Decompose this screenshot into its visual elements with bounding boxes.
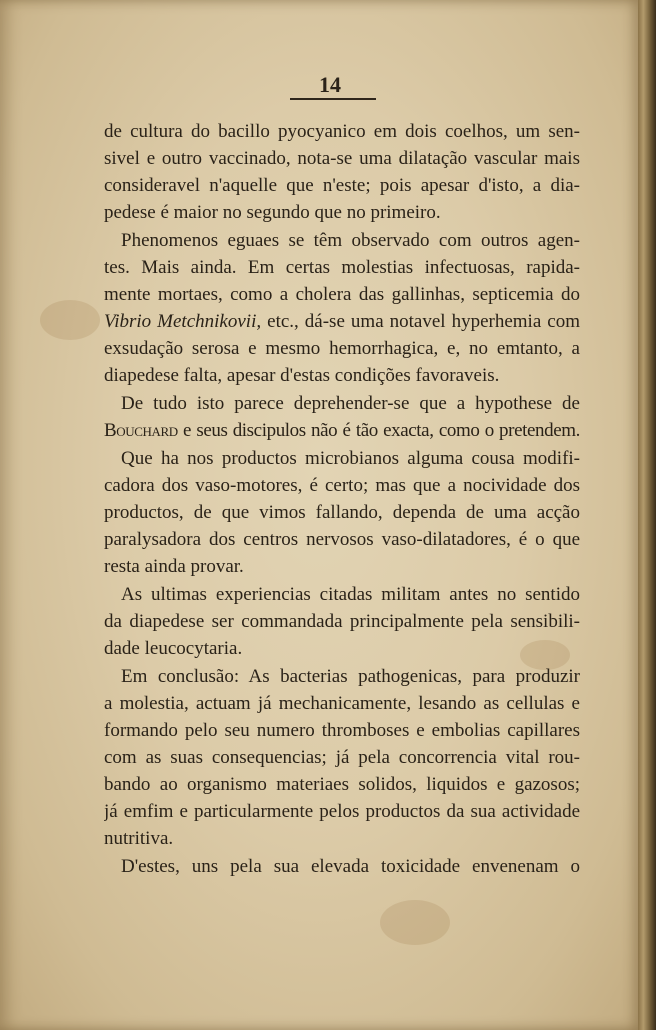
header-rule	[290, 98, 376, 100]
text-line: Phenomenos eguaes se têm observado com outros agen-	[121, 230, 580, 251]
text-run: etc., dá-se uma notavel hyperhemia com	[261, 311, 580, 332]
text-line: formando pelo seu numero thromboses e embolias capillares	[104, 720, 580, 741]
text-line: mente mortaes, como a cholera das gallinhas, septicemia do	[104, 284, 580, 305]
paragraph	[104, 663, 580, 852]
page-edge	[638, 0, 656, 1030]
text-line: nutritiva.	[104, 828, 174, 849]
text-run: e seus discipulos não é tão exacta, como o pretendem.	[177, 420, 580, 441]
text-line: consideravel n'aquelle que n'este; pois apesar d'isto, a dia-	[104, 175, 580, 196]
text-line: exsudação serosa e mesmo hemorrhagica, e, no emtanto, a	[104, 338, 580, 359]
text-line: diapedese falta, apesar d'estas condições favoraveis.	[104, 365, 500, 386]
text-line: dade leucocytaria.	[104, 638, 243, 659]
paper-stain	[380, 900, 450, 945]
text-line: já emfim e particularmente pelos productos da sua actividade	[104, 801, 580, 822]
paragraph	[104, 390, 580, 444]
text-line: De tudo isto parece deprehender-se que a hypothese de	[121, 393, 580, 414]
text-line: resta ainda provar.	[104, 556, 244, 577]
text-line: com as suas consequencias; já pela concorrencia vital rou-	[104, 747, 580, 768]
text-line: cadora dos vaso-motores, é certo; mas que a nocividade dos	[104, 475, 580, 496]
text-line: a molestia, actuam já mechanicamente, lesando as cellulas e	[104, 693, 580, 714]
page-number: 14	[319, 72, 341, 97]
text-line: da diapedese ser commandada principalmente pela sensibili-	[104, 611, 580, 632]
species-name: Vibrio Metchnikovii,	[104, 311, 262, 332]
paragraph	[104, 581, 580, 662]
text-line	[104, 308, 580, 335]
text-line: Em conclusão: As bacterias pathogenicas, para produzir	[121, 666, 580, 687]
paper-stain	[40, 300, 100, 340]
text-line: As ultimas experiencias citadas militam antes no sentido	[121, 584, 580, 605]
text-line: tes. Mais ainda. Em certas molestias infectuosas, rapida-	[104, 257, 580, 278]
text-line: productos, de que vimos fallando, dependa de uma acção	[104, 502, 580, 523]
text-line: de cultura do bacillo pyocyanico em dois coelhos, um sen-	[104, 121, 580, 142]
text-line: D'estes, uns pela sua elevada toxicidade envenenam o	[121, 856, 580, 877]
body-text	[104, 118, 580, 880]
paragraph	[104, 227, 580, 389]
paragraph	[104, 445, 580, 580]
text-line: sivel e outro vaccinado, nota-se uma dilatação vascular mais	[104, 148, 580, 169]
text-line: Que ha nos productos microbianos alguma cousa modifi-	[121, 448, 580, 469]
paragraph	[104, 853, 580, 880]
text-line: bando ao organismo materiaes solidos, liquidos e gazosos;	[104, 774, 580, 795]
text-line: paralysadora dos centros nervosos vaso-dilatadores, é o que	[104, 529, 580, 550]
text-line: pedese é maior no segundo que no primeiro.	[104, 202, 441, 223]
text-line	[104, 417, 580, 444]
paragraph	[104, 118, 580, 226]
author-name: Bouchard	[104, 420, 178, 441]
